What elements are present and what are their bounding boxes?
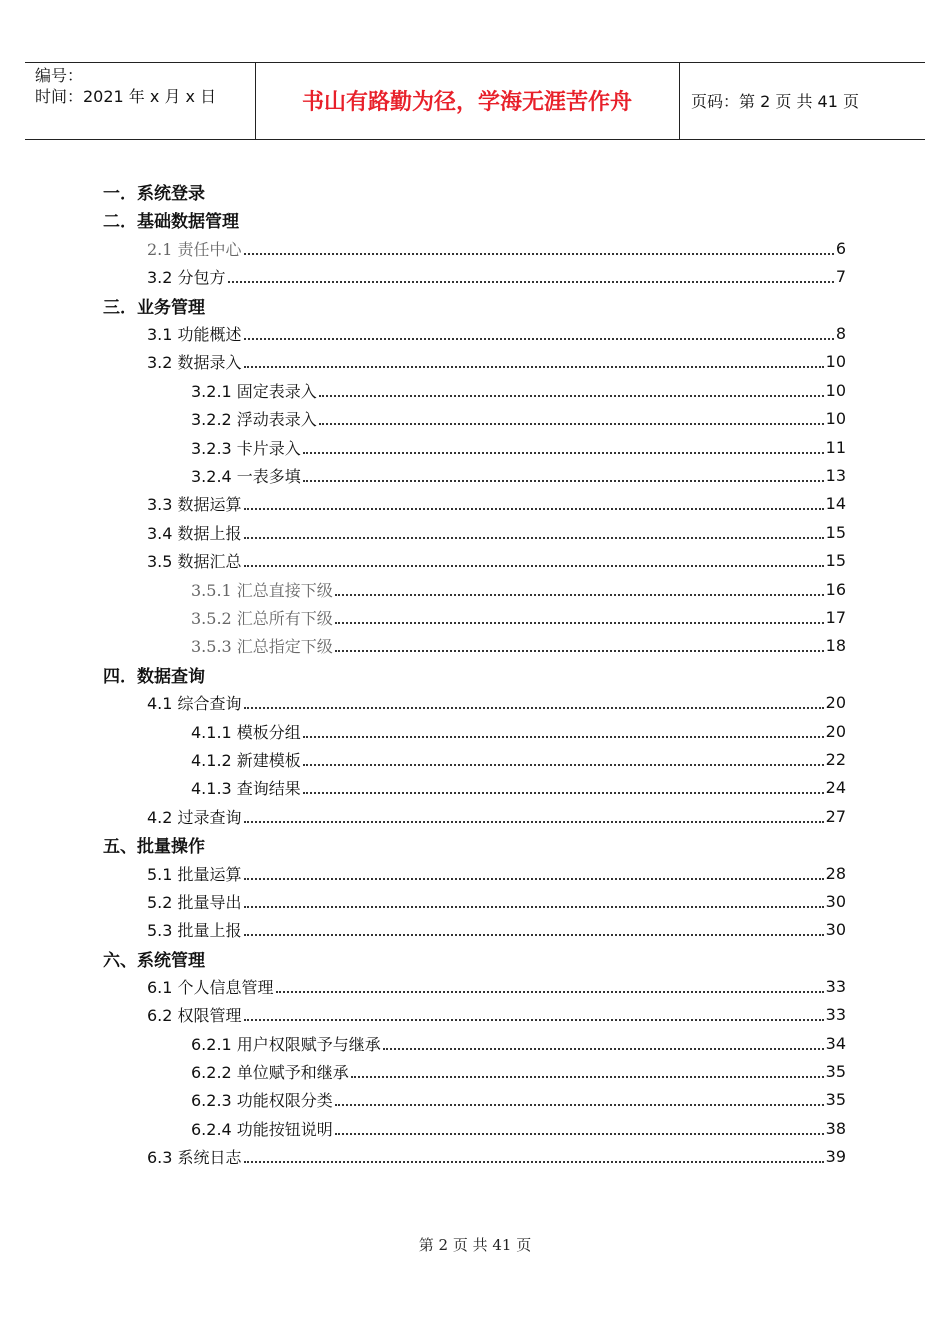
- toc-entry-label: 3.1 功能概述: [147, 324, 242, 344]
- toc-entry-page: 13: [825, 465, 846, 485]
- toc-entry-label: 6.1 个人信息管理: [147, 977, 274, 997]
- toc-entry-label: 3.2 数据录入: [147, 352, 242, 372]
- toc-entry[interactable]: [147, 689, 846, 715]
- toc-entry[interactable]: [191, 1030, 846, 1056]
- toc-entry-page: 24: [825, 777, 846, 797]
- toc-entry[interactable]: [191, 746, 846, 772]
- toc-entry[interactable]: [191, 576, 846, 602]
- toc-leader-dots: [244, 537, 824, 539]
- toc-entry[interactable]: [103, 661, 205, 687]
- toc-entry-page: 30: [825, 919, 846, 939]
- toc-entry-page: 17: [825, 607, 846, 627]
- document-header: [25, 62, 925, 140]
- toc-entry-page: 10: [825, 380, 846, 400]
- toc-entry[interactable]: [147, 320, 846, 346]
- toc-leader-dots: [335, 1133, 824, 1135]
- toc-entry[interactable]: [103, 178, 205, 204]
- toc-leader-dots: [303, 736, 824, 738]
- toc-entry-label: 5.2 批量导出: [147, 892, 242, 912]
- toc-entry[interactable]: [147, 490, 846, 516]
- toc-entry-page: 15: [825, 522, 846, 542]
- toc-entry-label: 二．基础数据管理: [103, 211, 239, 232]
- toc-entry-page: 38: [825, 1118, 846, 1138]
- toc-entry-page: 14: [825, 493, 846, 513]
- toc-leader-dots: [244, 878, 824, 880]
- toc-leader-dots: [244, 906, 824, 908]
- toc-entry[interactable]: [147, 916, 846, 942]
- toc-entry[interactable]: [147, 860, 846, 886]
- header-bottom-rule: [25, 139, 925, 140]
- toc-entry-page: 35: [825, 1061, 846, 1081]
- toc-entry-label: 三．业务管理: [103, 297, 205, 318]
- toc-entry[interactable]: [191, 377, 846, 403]
- toc-entry[interactable]: [147, 888, 846, 914]
- toc-entry-page: 8: [835, 323, 846, 343]
- toc-entry-label: 6.3 系统日志: [147, 1147, 242, 1167]
- toc-entry-page: 34: [825, 1033, 846, 1053]
- toc-entry-label: 一．系统登录: [103, 183, 205, 204]
- toc-entry-label: 6.2.3 功能权限分类: [191, 1090, 333, 1110]
- toc-entry[interactable]: [191, 405, 846, 431]
- toc-entry-label: 3.5.3 汇总指定下级: [191, 636, 333, 656]
- toc-entry-page: 7: [835, 266, 846, 286]
- toc-entry-label: 6.2.2 单位赋予和继承: [191, 1062, 349, 1082]
- toc-entry-label: 6.2 权限管理: [147, 1005, 242, 1025]
- toc-entry-label: 四．数据查询: [103, 666, 205, 687]
- toc-entry-label: 六、系统管理: [103, 950, 205, 971]
- toc-leader-dots: [383, 1048, 824, 1050]
- toc-entry[interactable]: [191, 718, 846, 744]
- toc-entry-page: 18: [825, 635, 846, 655]
- header-divider-left: [255, 62, 256, 140]
- toc-leader-dots: [335, 1104, 824, 1106]
- toc-leader-dots: [244, 565, 824, 567]
- toc-entry[interactable]: [191, 1058, 846, 1084]
- toc-leader-dots: [351, 1076, 824, 1078]
- toc-leader-dots: [244, 253, 834, 255]
- toc-leader-dots: [303, 452, 824, 454]
- toc-entry[interactable]: [147, 1143, 846, 1169]
- toc-entry-label: 6.2.4 功能按钮说明: [191, 1119, 333, 1139]
- toc-leader-dots: [244, 366, 824, 368]
- toc-entry-page: 35: [825, 1089, 846, 1109]
- toc-entry[interactable]: [191, 434, 846, 460]
- toc-entry[interactable]: [147, 973, 846, 999]
- toc-leader-dots: [335, 650, 824, 652]
- toc-entry-label: 4.1.2 新建模板: [191, 750, 301, 770]
- toc-entry-label: 3.4 数据上报: [147, 523, 242, 543]
- toc-leader-dots: [335, 622, 824, 624]
- toc-leader-dots: [228, 281, 834, 283]
- toc-leader-dots: [244, 821, 824, 823]
- toc-entry-page: 28: [825, 863, 846, 883]
- toc-leader-dots: [303, 764, 824, 766]
- toc-entry-label: 4.1 综合查询: [147, 693, 242, 713]
- toc-entry-label: 3.2 分包方: [147, 267, 226, 287]
- toc-entry-label: 3.5 数据汇总: [147, 551, 242, 571]
- toc-entry-page: 39: [825, 1146, 846, 1166]
- toc-entry[interactable]: [147, 1001, 846, 1027]
- page-footer: 第 2 页 共 41 页: [418, 1236, 532, 1254]
- header-divider-right: [679, 62, 680, 140]
- toc-entry[interactable]: [191, 632, 846, 658]
- toc-entry[interactable]: [147, 803, 846, 829]
- header-top-rule: [25, 62, 925, 63]
- toc-leader-dots: [244, 338, 834, 340]
- toc-entry-label: 3.5.1 汇总直接下级: [191, 580, 333, 600]
- toc-leader-dots: [244, 1019, 824, 1021]
- toc-entry[interactable]: [191, 1115, 846, 1141]
- document-time-label: 时间：2021 年 x 月 x 日: [35, 87, 217, 106]
- toc-entry-label: 5.1 批量运算: [147, 864, 242, 884]
- toc-entry-page: 15: [825, 550, 846, 570]
- toc-entry[interactable]: [147, 348, 846, 374]
- toc-leader-dots: [244, 1161, 824, 1163]
- header-page-number: 页码：第 2 页 共 41 页: [691, 92, 859, 111]
- toc-entry-label: 2.1 责任中心: [147, 239, 242, 259]
- toc-entry-page: 10: [825, 351, 846, 371]
- toc-entry-page: 16: [825, 579, 846, 599]
- toc-leader-dots: [303, 792, 824, 794]
- toc-entry-label: 3.2.3 卡片录入: [191, 438, 301, 458]
- toc-entry-page: 27: [825, 806, 846, 826]
- toc-entry[interactable]: [103, 945, 205, 971]
- toc-entry[interactable]: [191, 604, 846, 630]
- header-motto: 书山有路勤为径，学海无涯苦作舟: [301, 90, 632, 115]
- document-code-label: 编号：: [35, 66, 84, 85]
- toc-entry-page: 33: [825, 976, 846, 996]
- toc-entry-page: 33: [825, 1004, 846, 1024]
- toc-leader-dots: [335, 594, 824, 596]
- toc-entry-page: 20: [825, 721, 846, 741]
- toc-entry[interactable]: [147, 235, 846, 261]
- toc-entry-page: 30: [825, 891, 846, 911]
- toc-entry[interactable]: [191, 462, 846, 488]
- toc-entry-label: 4.1.1 模板分组: [191, 722, 301, 742]
- toc-leader-dots: [319, 423, 824, 425]
- toc-entry-label: 3.2.1 固定表录入: [191, 381, 317, 401]
- toc-leader-dots: [244, 508, 824, 510]
- toc-entry-label: 3.2.2 浮动表录入: [191, 409, 317, 429]
- toc-entry-label: 3.5.2 汇总所有下级: [191, 608, 333, 628]
- toc-entry[interactable]: [147, 547, 846, 573]
- toc-entry-label: 五、批量操作: [103, 836, 205, 857]
- toc-entry-page: 11: [825, 437, 846, 457]
- toc-entry-label: 5.3 批量上报: [147, 920, 242, 940]
- toc-entry[interactable]: [103, 831, 205, 857]
- toc-entry-label: 4.2 过录查询: [147, 807, 242, 827]
- toc-entry[interactable]: [191, 774, 846, 800]
- toc-entry-page: 20: [825, 692, 846, 712]
- toc-leader-dots: [319, 395, 824, 397]
- toc-entry-page: 22: [825, 749, 846, 769]
- toc-entry-label: 4.1.3 查询结果: [191, 778, 301, 798]
- toc-entry[interactable]: [191, 1086, 846, 1112]
- toc-entry[interactable]: [147, 263, 846, 289]
- toc-entry-page: 10: [825, 408, 846, 428]
- toc-entry-label: 3.3 数据运算: [147, 494, 242, 514]
- toc-entry-page: 6: [835, 238, 846, 258]
- toc-leader-dots: [276, 991, 824, 993]
- toc-entry[interactable]: [103, 292, 205, 318]
- toc-leader-dots: [244, 707, 824, 709]
- toc-leader-dots: [244, 934, 824, 936]
- toc-entry-label: 3.2.4 一表多填: [191, 466, 301, 486]
- toc-entry[interactable]: [147, 519, 846, 545]
- toc-leader-dots: [303, 480, 824, 482]
- toc-entry-label: 6.2.1 用户权限赋予与继承: [191, 1034, 381, 1054]
- toc-entry[interactable]: [103, 206, 239, 232]
